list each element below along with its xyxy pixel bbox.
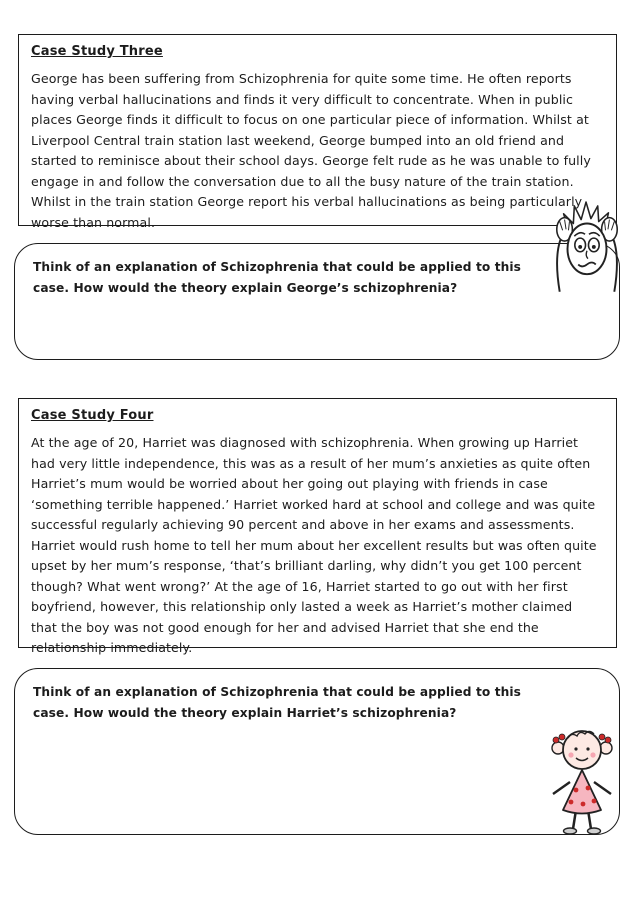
stressed-man-icon — [548, 192, 626, 294]
prompt-box-harriet — [14, 668, 620, 835]
prompt-harriet-text: Think of an explanation of Schizophrenia that could be applied to this case. How would the theory explain Harriet’s schizophrenia? — [33, 685, 522, 720]
case-study-three-body: George has been suffering from Schizophrenia for quite some time. He often reports having verbal hallucinations and finds it very difficult to concentrate. When in public places George finds it difficult to focus on one particular piece of information. Whilst at Liverpool Central train station last weekend, George bumped into an old friend and started to reminisce about their school days. George felt rude as he was unable to fully engage in and follow the conversation due to all the busy nature of the train station. Whilst in the train station George report his verbal hallucinations as being particularly worse than normal. — [31, 71, 591, 230]
case-study-three-title: Case Study Three — [31, 44, 163, 59]
case-study-three-box — [18, 34, 617, 230]
prompt-box-george — [14, 243, 620, 360]
case-study-four-title: Case Study Four — [31, 408, 154, 423]
case-study-four-box — [18, 398, 617, 656]
girl-cartoon-icon — [546, 722, 618, 840]
prompt-george-text: Think of an explanation of Schizophrenia that could be applied to this case. How would the theory explain George’s schizophrenia? — [33, 260, 522, 295]
case-study-four-body: At the age of 20, Harriet was diagnosed with schizophrenia. When growing up Harriet had very little independence, this was as a result of her mum’s anxieties as quite often Harriet’s mum would be worried about her going out playing with friends in case ‘something terrible happened.’ Harriet worked hard at school and college and was quite successful regularly achieving 90 percent and above in her exams and assessments. Harriet would rush home to tell her mum about her excellent results but was often quite upset by her mum’s response, ‘that’s brilliant darling, why didn’t you get 100 percent though? What went wrong?’ At the age of 16, Harriet started to go out with her first boyfriend, however, this relationship only lasted a week as Harriet’s mother claimed that the boy was not good enough for her and advised Harriet that she end the relationship immediately. — [31, 435, 597, 656]
